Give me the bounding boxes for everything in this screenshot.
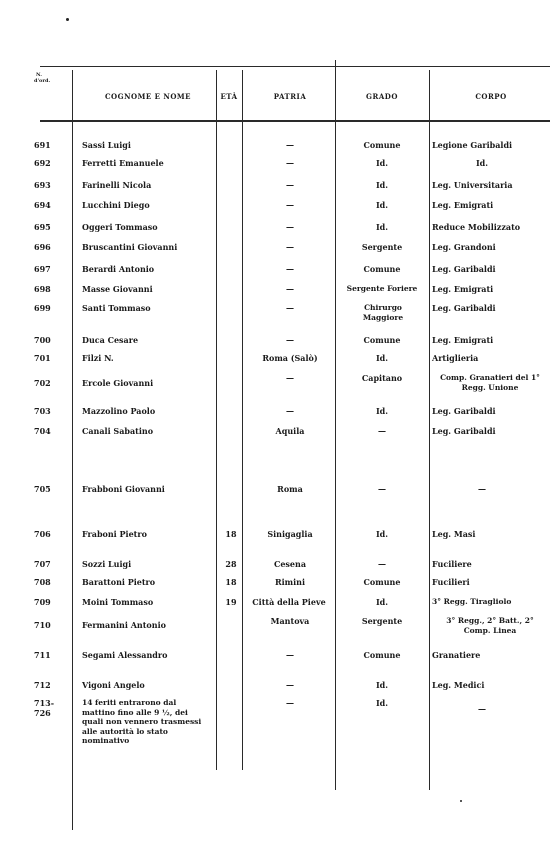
row-grado: Sergente bbox=[361, 616, 403, 626]
row-number: 707 bbox=[34, 559, 51, 569]
row-patria: — bbox=[286, 335, 294, 345]
row-name: Sozzi Luigi bbox=[82, 559, 132, 569]
row-patria: — bbox=[286, 698, 294, 708]
row-grado: Id. bbox=[375, 200, 389, 210]
row-grado: Id. bbox=[375, 529, 389, 539]
row-corpo: Leg. Medici bbox=[432, 680, 485, 690]
row-number: 711 bbox=[34, 650, 51, 660]
row-name: Ercole Giovanni bbox=[82, 378, 154, 388]
row-patria: Rimini bbox=[274, 577, 306, 587]
row-corpo: Fuciliere bbox=[432, 559, 472, 569]
row-name: Santi Tommaso bbox=[82, 303, 151, 313]
header-name: COGNOME E NOME bbox=[104, 92, 192, 101]
row-corpo: Leg. Garibaldi bbox=[432, 264, 496, 274]
row-corpo: Reduce Mobilizzato bbox=[432, 222, 521, 232]
row-number: 699 bbox=[34, 303, 51, 313]
row-patria: — bbox=[286, 200, 294, 210]
row-corpo: Leg. Garibaldi bbox=[432, 426, 496, 436]
row-name: Lucchini Diego bbox=[82, 200, 150, 210]
header-order-number: N. d'ord. bbox=[34, 72, 51, 84]
row-corpo: Leg. Garibaldi bbox=[432, 406, 496, 416]
row-grado: Id. bbox=[375, 698, 389, 708]
header-grado: GRADO bbox=[366, 92, 398, 101]
row-name: Fermanini Antonio bbox=[82, 620, 166, 630]
row-corpo: Granatiere bbox=[432, 650, 481, 660]
row-corpo: Id. bbox=[475, 158, 489, 168]
row-corpo: Comp. Granatieri del 1° Regg. Unione bbox=[440, 373, 540, 392]
row-corpo: Leg. Emigrati bbox=[432, 335, 494, 345]
row-grado: Comune bbox=[363, 577, 401, 587]
row-name: Mazzolino Paolo bbox=[82, 406, 156, 416]
row-name: Moini Tommaso bbox=[82, 597, 154, 607]
row-eta: 18 bbox=[225, 529, 237, 539]
row-name: Sassi Luigi bbox=[82, 140, 131, 150]
row-name: Filzi N. bbox=[82, 353, 114, 363]
row-name: Barattoni Pietro bbox=[82, 577, 156, 587]
row-corpo: Leg. Grandoni bbox=[432, 242, 496, 252]
row-patria: Aquila bbox=[275, 426, 305, 436]
row-grado: Id. bbox=[375, 158, 389, 168]
row-grado: Id. bbox=[375, 680, 389, 690]
row-name: Vigoni Angelo bbox=[82, 680, 145, 690]
row-number: 705 bbox=[34, 484, 51, 494]
row-corpo: Legione Garibaldi bbox=[432, 140, 513, 150]
row-number: 710 bbox=[34, 620, 51, 630]
row-patria: — bbox=[286, 284, 294, 294]
row-number: 691 bbox=[34, 140, 51, 150]
row-corpo: Leg. Masi bbox=[432, 529, 476, 539]
row-corpo: Leg. Universitaria bbox=[432, 180, 513, 190]
row-patria: — bbox=[286, 303, 294, 313]
row-number: 697 bbox=[34, 264, 51, 274]
row-number: 693 bbox=[34, 180, 51, 190]
row-name: Segami Alessandro bbox=[82, 650, 168, 660]
row-corpo: Fucilieri bbox=[432, 577, 470, 587]
row-name: Fraboni Pietro bbox=[82, 529, 147, 539]
row-patria: — bbox=[286, 180, 294, 190]
row-grado: Sergente Foriere bbox=[346, 284, 418, 293]
header-eta: ETÀ bbox=[220, 92, 238, 101]
ink-speck bbox=[460, 800, 462, 802]
row-name: Duca Cesare bbox=[82, 335, 139, 345]
row-patria: — bbox=[286, 406, 294, 416]
row-grado: Comune bbox=[363, 264, 401, 274]
row-grado: Id. bbox=[375, 353, 389, 363]
rule-eta-patria bbox=[242, 70, 243, 770]
rule-grado-corpo bbox=[429, 70, 430, 790]
row-patria: — bbox=[286, 264, 294, 274]
row-grado: Sergente bbox=[361, 242, 403, 252]
header-patria: PATRIA bbox=[273, 92, 307, 101]
row-name: Oggeri Tommaso bbox=[82, 222, 158, 232]
row-patria: Cesena bbox=[273, 559, 307, 569]
row-number: 713-726 bbox=[34, 698, 55, 718]
row-number: 694 bbox=[34, 200, 51, 210]
row-grado: Capitano bbox=[361, 373, 403, 383]
row-number: 712 bbox=[34, 680, 51, 690]
row-number: 709 bbox=[34, 597, 51, 607]
row-patria: — bbox=[286, 373, 294, 383]
row-corpo: Artiglieria bbox=[432, 353, 479, 363]
ink-speck bbox=[66, 18, 69, 21]
row-corpo: Leg. Emigrati bbox=[432, 200, 494, 210]
row-number: 695 bbox=[34, 222, 51, 232]
row-number: 698 bbox=[34, 284, 51, 294]
row-number: 704 bbox=[34, 426, 51, 436]
row-number: 702 bbox=[34, 378, 51, 388]
row-grado: Id. bbox=[375, 597, 389, 607]
row-patria: Città della Pieve bbox=[252, 597, 326, 607]
row-eta: 19 bbox=[225, 597, 237, 607]
row-grado: — bbox=[378, 426, 386, 436]
row-name: Masse Giovanni bbox=[82, 284, 153, 294]
row-grado: Id. bbox=[375, 406, 389, 416]
row-number: 703 bbox=[34, 406, 51, 416]
row-number: 701 bbox=[34, 353, 51, 363]
row-eta: 28 bbox=[225, 559, 237, 569]
row-patria: — bbox=[286, 158, 294, 168]
row-patria: — bbox=[286, 242, 294, 252]
row-corpo: — bbox=[478, 704, 486, 714]
row-number: 692 bbox=[34, 158, 51, 168]
row-number: 700 bbox=[34, 335, 51, 345]
row-corpo: 3° Regg. Tiragliolo bbox=[432, 597, 512, 606]
row-name: Canali Sabatino bbox=[82, 426, 154, 436]
rule-left-margin bbox=[72, 70, 73, 830]
row-grado: Id. bbox=[375, 222, 389, 232]
row-number: 706 bbox=[34, 529, 51, 539]
row-patria: — bbox=[286, 680, 294, 690]
row-patria: — bbox=[286, 140, 294, 150]
row-grado: Id. bbox=[375, 180, 389, 190]
row-name: Farinelli Nicola bbox=[82, 180, 152, 190]
row-patria: — bbox=[286, 650, 294, 660]
row-name: 14 feriti entrarono dal mattino fino alle 9 ½, dei quali non vennero trasmessi alle autorità lo stato nominativo bbox=[82, 698, 202, 745]
row-corpo: — bbox=[478, 484, 486, 494]
row-corpo: 3° Regg., 2° Batt., 2° Comp. Linea bbox=[446, 616, 534, 635]
row-patria: Mantova bbox=[270, 616, 310, 626]
row-eta: 18 bbox=[225, 577, 237, 587]
row-patria: Roma (Salò) bbox=[262, 353, 318, 363]
row-grado: Comune bbox=[363, 335, 401, 345]
row-patria: — bbox=[286, 222, 294, 232]
row-patria: Roma bbox=[277, 484, 303, 494]
header-top-rule bbox=[40, 66, 550, 67]
row-grado: Comune bbox=[363, 140, 401, 150]
row-grado: — bbox=[378, 484, 386, 494]
row-name: Bruscantini Giovanni bbox=[82, 242, 178, 252]
row-name: Ferretti Emanuele bbox=[82, 158, 164, 168]
row-name: Frabboni Giovanni bbox=[82, 484, 165, 494]
row-grado: Chirurgo Maggiore bbox=[362, 303, 404, 322]
row-patria: Sinigaglia bbox=[267, 529, 313, 539]
row-grado: Comune bbox=[363, 650, 401, 660]
row-grado: — bbox=[378, 559, 386, 569]
row-name: Berardi Antonio bbox=[82, 264, 155, 274]
header-bottom-rule bbox=[40, 120, 550, 122]
row-corpo: Leg. Emigrati bbox=[432, 284, 494, 294]
row-number: 696 bbox=[34, 242, 51, 252]
row-corpo: Leg. Garibaldi bbox=[432, 303, 496, 313]
header-corpo: CORPO bbox=[475, 92, 507, 101]
rule-name-eta bbox=[216, 70, 217, 770]
row-number: 708 bbox=[34, 577, 51, 587]
